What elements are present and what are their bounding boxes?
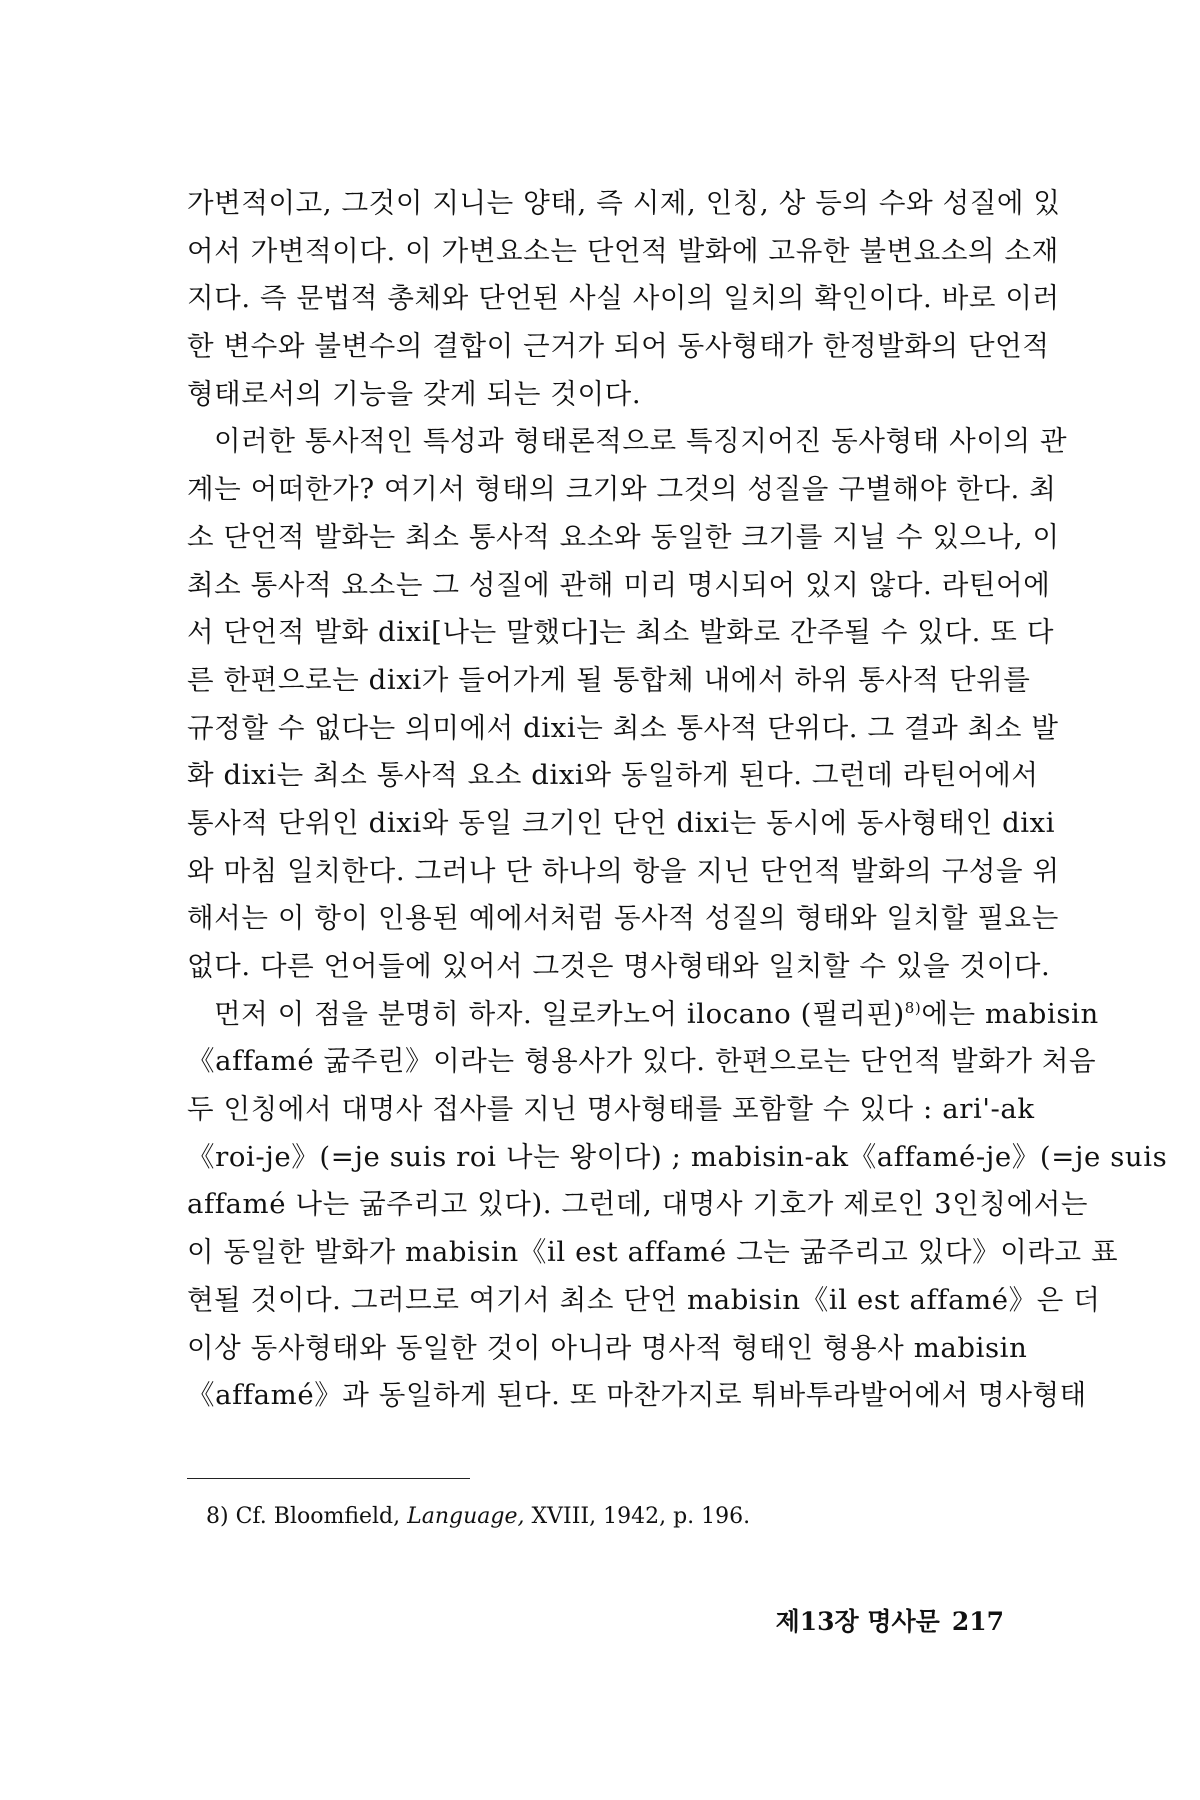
paragraph-start-line: 이러한 통사적인 특성과 형태론적으로 특징지어진 동사형태 사이의 관 — [214, 425, 1068, 458]
text-line: 없다. 다른 언어들에 있어서 그것은 명사형태와 일치할 수 있을 것이다. — [187, 950, 1051, 982]
paragraph-start-line — [187, 991, 1099, 1039]
text-line: 가변적이고, 그것이 지니는 양태, 즉 시제, 인칭, 상 등의 수와 성질에 있 — [187, 187, 1061, 219]
text-line: affamé 나는 굶주리고 있다). 그런데, 대명사 기호가 제로인 3인칭에서는 — [187, 1188, 1089, 1221]
text-line: 계는 어떠한가? 여기서 형태의 크기와 그것의 성질을 구별해야 한다. 최 — [187, 473, 1057, 506]
text-line: 두 인칭에서 대명사 접사를 지닌 명사형태를 포함할 수 있다 : ari'-ak — [187, 1093, 1035, 1126]
text-line: 해서는 이 항이 인용된 예에서처럼 동사적 성질의 형태와 일치할 필요는 — [187, 902, 1059, 935]
text-line: 규정할 수 없다는 의미에서 dixi는 최소 통사적 단위다. 그 결과 최소 발 — [187, 711, 1059, 744]
text-line: 통사적 단위인 dixi와 동일 크기인 단언 dixi는 동시에 동사형태인 dixi — [187, 806, 1056, 839]
text-line: 화 dixi는 최소 통사적 요소 dixi와 동일하게 된다. 그런데 라틴어에서 — [187, 759, 1039, 792]
running-footer — [776, 1605, 1004, 1639]
text-line: 《affamé》과 동일하게 된다. 또 마찬가지로 튀바투라발어에서 명사형태 — [187, 1379, 1087, 1412]
text-line: 른 한편으로는 dixi가 들어가게 될 통합체 내에서 하위 통사적 단위를 — [187, 663, 1031, 696]
text-line: 와 마침 일치한다. 그러나 단 하나의 항을 지닌 단언적 발화의 구성을 위 — [187, 854, 1060, 887]
text-line: 이 동일한 발화가 mabisin《il est affamé 그는 굶주리고 있다》이라고 표 — [187, 1236, 1119, 1269]
text-line: 지다. 즉 문법적 총체와 단언된 사실 사이의 일치의 확인이다. 바로 이러 — [187, 282, 1060, 315]
text-line: 형태로서의 기능을 갖게 되는 것이다. — [187, 377, 642, 410]
footnote-reference[interactable]: 8) — [904, 998, 922, 1017]
text-line: 어서 가변적이다. 이 가변요소는 단언적 발화에 고유한 불변요소의 소재 — [187, 234, 1059, 267]
text-line: 최소 통사적 요소는 그 성질에 관해 미리 명시되어 있지 않다. 라틴어에 — [187, 568, 1051, 601]
line-head: 먼저 이 점을 분명히 하자. 일로카노어 ilocano (필리핀) — [214, 997, 905, 1030]
text-line: 서 단언적 발화 dixi[나는 말했다]는 최소 발화로 간주될 수 있다. 또 다 — [187, 616, 1054, 649]
footnote-divider — [187, 1478, 470, 1479]
footnote — [206, 1502, 750, 1532]
footnote-prefix: Cf. Bloomfield, — [235, 1504, 401, 1529]
text-line: 《roi-je》(=je suis roi 나는 왕이다) ; mabisin-ak《affamé-je》(=je suis — [187, 1140, 1168, 1173]
text-line: 현될 것이다. 그러므로 여기서 최소 단언 mabisin《il est affamé》은 더 — [187, 1283, 1101, 1316]
page-number: 217 — [951, 1607, 1004, 1636]
text-line: 소 단언적 발화는 최소 통사적 요소와 동일한 크기를 지닐 수 있으나, 이 — [187, 520, 1060, 553]
chapter-title: 제13장 명사문 — [775, 1607, 940, 1636]
body-text — [187, 180, 1168, 1420]
footnote-title: Language, — [407, 1504, 525, 1529]
line-tail: 에는 mabisin — [921, 997, 1099, 1030]
text-line: 이상 동사형태와 동일한 것이 아니라 명사적 형태인 형용사 mabisin — [187, 1331, 1028, 1364]
footnote-number: 8) — [206, 1504, 229, 1529]
text-line: 한 변수와 불변수의 결합이 근거가 되어 동사형태가 한정발화의 단언적 — [187, 330, 1050, 363]
footnote-citation: XVIII, 1942, p. 196. — [531, 1504, 751, 1529]
text-line: 《affamé 굶주린》이라는 형용사가 있다. 한편으로는 단언적 발화가 처음 — [187, 1045, 1097, 1078]
